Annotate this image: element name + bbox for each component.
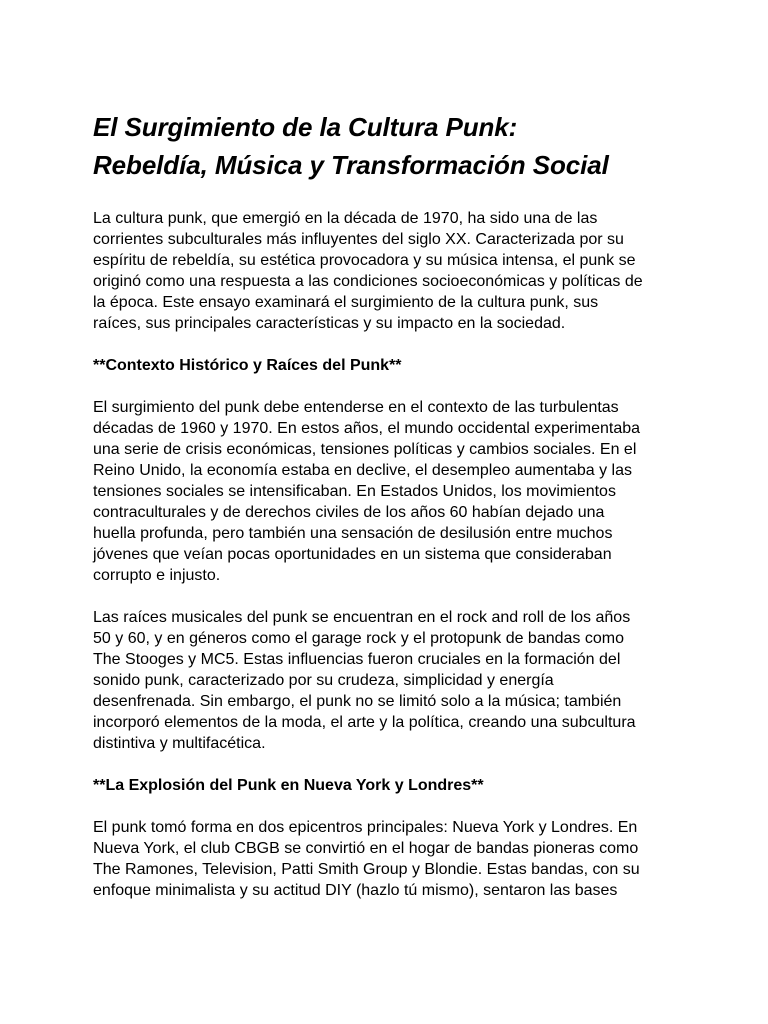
- text-line: contraculturales y de derechos civiles de los años 60 habían dejado una: [93, 504, 605, 521]
- section-heading-context: **Contexto Histórico y Raíces del Punk**: [93, 357, 402, 374]
- text-line: jóvenes que veían pocas oportunidades en un sistema que consideraban: [93, 546, 612, 563]
- explosion-paragraph: [93, 817, 673, 901]
- document-page: [93, 108, 673, 901]
- text-line: 50 y 60, y en géneros como el garage rock y el protopunk de bandas como: [93, 630, 624, 647]
- document-title: [93, 108, 673, 184]
- intro-paragraph: [93, 208, 673, 334]
- text-line: The Ramones, Television, Patti Smith Group y Blondie. Estas bandas, con su: [93, 861, 640, 878]
- text-line: décadas de 1960 y 1970. En estos años, el mundo occidental experimentaba: [93, 420, 641, 437]
- text-line: La cultura punk, que emergió en la década de 1970, ha sido una de las: [93, 210, 598, 227]
- text-line: tensiones sociales se intensificaban. En Estados Unidos, los movimientos: [93, 483, 616, 500]
- text-line: distintiva y multifacética.: [93, 735, 266, 752]
- text-line: Reino Unido, la economía estaba en declive, el desempleo aumentaba y las: [93, 462, 632, 479]
- text-line: raíces, sus principales características y su impacto en la sociedad.: [93, 315, 566, 332]
- section-heading-explosion: **La Explosión del Punk en Nueva York y Londres**: [93, 777, 484, 794]
- text-line: una serie de crisis económicas, tensiones políticas y cambios sociales. En el: [93, 441, 637, 458]
- text-line: la época. Este ensayo examinará el surgimiento de la cultura punk, sus: [93, 294, 599, 311]
- text-line: originó como una respuesta a las condiciones socioeconómicas y políticas de: [93, 273, 643, 290]
- text-line: Las raíces musicales del punk se encuentran en el rock and roll de los años: [93, 609, 631, 626]
- text-line: espíritu de rebeldía, su estética provocadora y su música intensa, el punk se: [93, 252, 636, 269]
- text-line: desenfrenada. Sin embargo, el punk no se limitó solo a la música; también: [93, 693, 622, 710]
- text-line: corrientes subculturales más influyentes del siglo XX. Caracterizada por su: [93, 231, 624, 248]
- text-line: incorporó elementos de la moda, el arte y la política, creando una subcultura: [93, 714, 636, 731]
- context-paragraph: [93, 397, 673, 586]
- text-line: huella profunda, pero también una sensación de desilusión entre muchos: [93, 525, 613, 542]
- text-line: El surgimiento del punk debe entenderse en el contexto de las turbulentas: [93, 399, 619, 416]
- text-line: sonido punk, caracterizado por su crudeza, simplicidad y energía: [93, 672, 554, 689]
- title-line: El Surgimiento de la Cultura Punk:: [93, 112, 518, 142]
- text-line: El punk tomó forma en dos epicentros principales: Nueva York y Londres. En: [93, 819, 638, 836]
- text-line: Nueva York, el club CBGB se convirtió en el hogar de bandas pioneras como: [93, 840, 639, 857]
- text-line: corrupto e injusto.: [93, 567, 221, 584]
- text-line: The Stooges y MC5. Estas influencias fueron cruciales en la formación del: [93, 651, 621, 668]
- roots-paragraph: [93, 607, 673, 754]
- title-line: Rebeldía, Música y Transformación Social: [93, 150, 609, 180]
- text-line: enfoque minimalista y su actitud DIY (hazlo tú mismo), sentaron las bases: [93, 882, 618, 899]
